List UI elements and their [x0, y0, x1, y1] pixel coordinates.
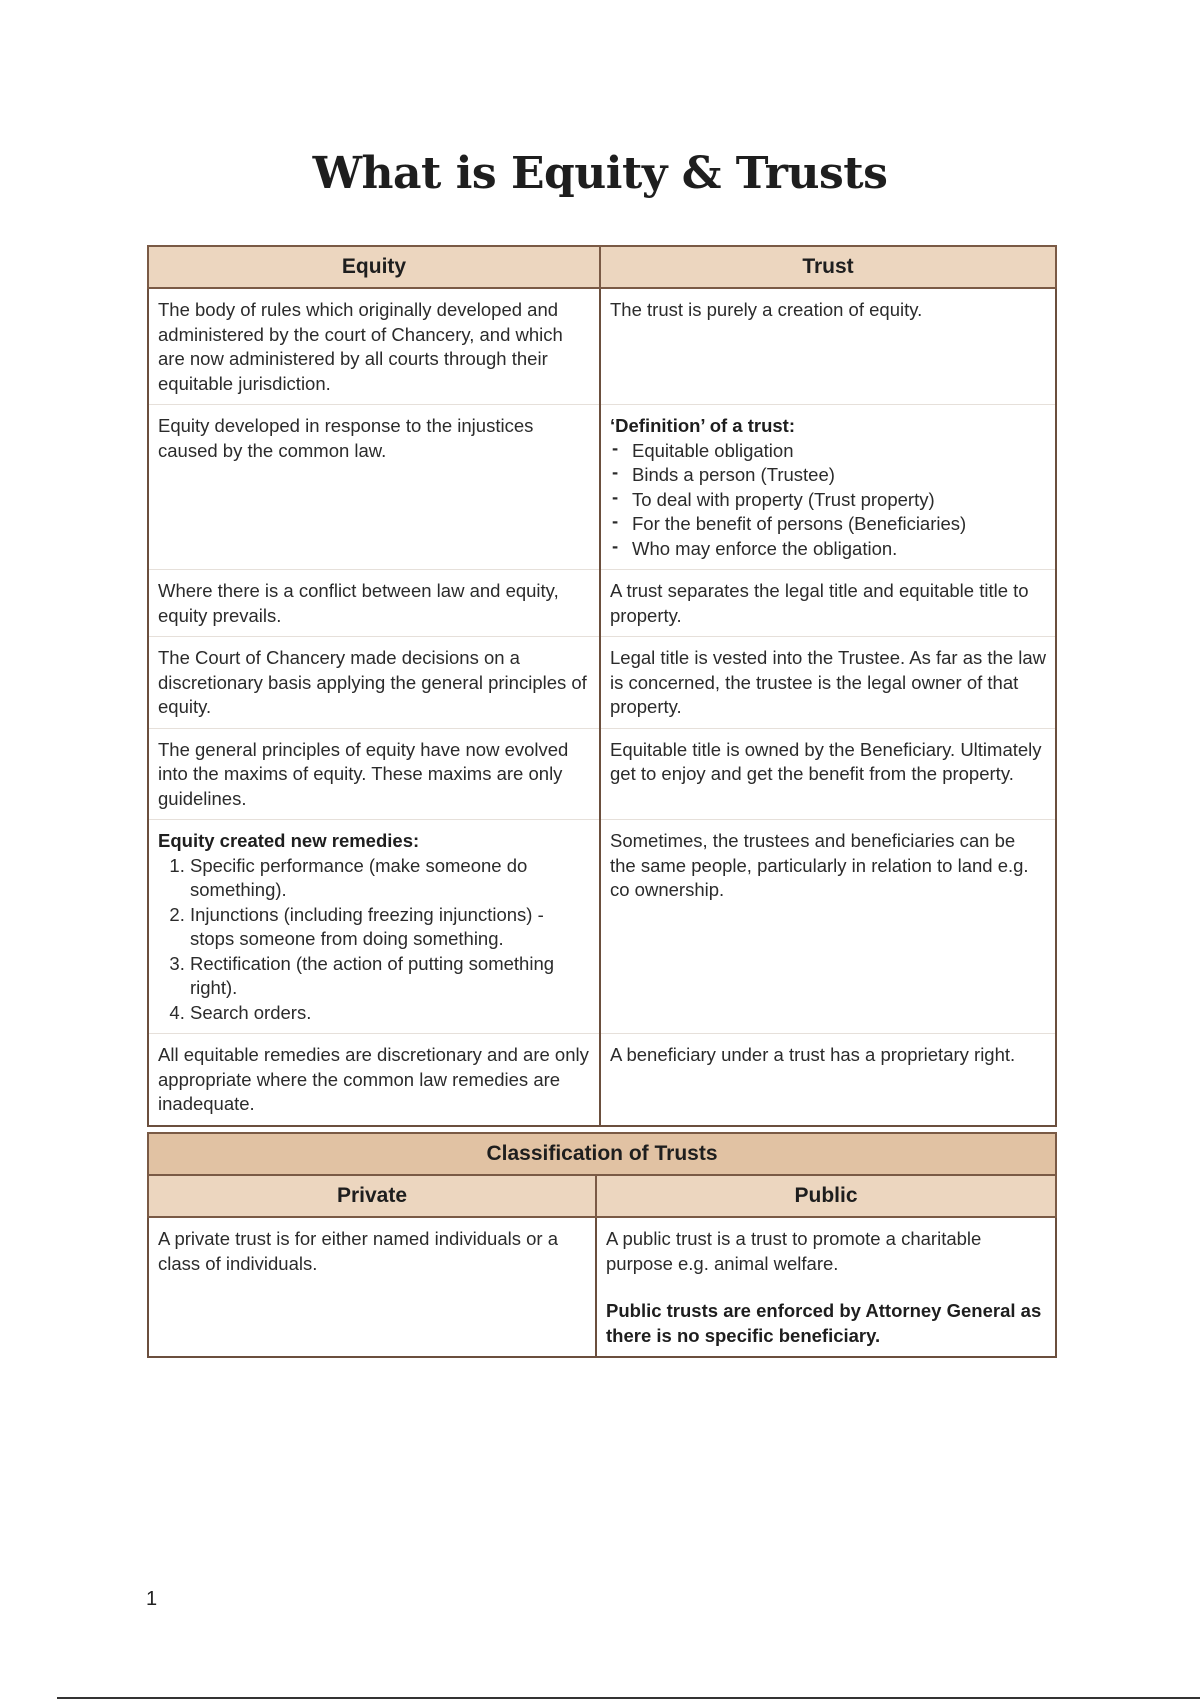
- classification-title-row: [148, 1133, 1056, 1175]
- list-item: 4. Search orders.: [190, 1001, 590, 1026]
- trust-cell: Legal title is vested into the Trustee. As far as the law is concerned, the trustee is the legal owner of that property.: [600, 637, 1056, 729]
- table-row: [148, 820, 1056, 1034]
- table-row: [148, 405, 1056, 570]
- page-title: What is Equity & Trusts: [312, 148, 888, 199]
- trust-column-header: Trust: [600, 246, 1056, 288]
- public-description: A public trust is a trust to promote a charitable purpose e.g. animal welfare.: [606, 1228, 982, 1274]
- table-row: [148, 728, 1056, 820]
- footer-divider: [57, 1697, 1200, 1699]
- list-item: 2. Injunctions (including freezing injunctions) - stops someone from doing something.: [190, 903, 590, 952]
- list-item: - Equitable obligation: [610, 439, 1046, 464]
- equity-cell: [148, 820, 600, 1034]
- page-number: 1: [146, 1588, 158, 1610]
- list-item: - Who may enforce the obligation.: [610, 537, 1046, 562]
- list-item: 3. Rectification (the action of putting something right).: [190, 952, 590, 1001]
- trust-cell: A trust separates the legal title and equitable title to property.: [600, 570, 1056, 637]
- classification-table: [147, 1132, 1057, 1358]
- classification-title: Classification of Trusts: [148, 1133, 1056, 1175]
- equity-trust-table: [147, 245, 1057, 1127]
- table-row: [148, 288, 1056, 405]
- private-cell: A private trust is for either named individuals or a class of individuals.: [148, 1217, 596, 1357]
- trust-cell: [600, 405, 1056, 570]
- trust-cell: Equitable title is owned by the Beneficiary. Ultimately get to enjoy and get the benefit from the property.: [600, 728, 1056, 820]
- trust-definition-list: [610, 439, 1046, 562]
- equity-cell: The Court of Chancery made decisions on a discretionary basis applying the general principles of equity.: [148, 637, 600, 729]
- classification-header-row: [148, 1175, 1056, 1217]
- table-row: [148, 637, 1056, 729]
- equity-cell: The general principles of equity have now evolved into the maxims of equity. These maxims are only guidelines.: [148, 728, 600, 820]
- public-column-header: Public: [596, 1175, 1056, 1217]
- equity-column-header: Equity: [148, 246, 600, 288]
- equity-cell: All equitable remedies are discretionary and are only appropriate where the common law remedies are inadequate.: [148, 1034, 600, 1126]
- trust-cell: A beneficiary under a trust has a proprietary right.: [600, 1034, 1056, 1126]
- public-note: Public trusts are enforced by Attorney General as there is no specific beneficiary.: [606, 1300, 1042, 1346]
- private-column-header: Private: [148, 1175, 596, 1217]
- equity-cell: Equity developed in response to the injustices caused by the common law.: [148, 405, 600, 570]
- trust-definition-title: ‘Definition’ of a trust:: [610, 415, 795, 436]
- table-row: [148, 570, 1056, 637]
- public-cell: [596, 1217, 1056, 1357]
- equity-cell: Where there is a conflict between law and equity, equity prevails.: [148, 570, 600, 637]
- table-row: [148, 1217, 1056, 1357]
- list-item: 1. Specific performance (make someone do something).: [190, 854, 590, 903]
- equity-cell: The body of rules which originally developed and administered by the court of Chancery, and which are now administered by all courts through their equitable jurisdiction.: [148, 288, 600, 405]
- trust-cell: Sometimes, the trustees and beneficiaries can be the same people, particularly in relation to land e.g. co ownership.: [600, 820, 1056, 1034]
- list-item: - For the benefit of persons (Beneficiaries): [610, 512, 1046, 537]
- list-item: - Binds a person (Trustee): [610, 463, 1046, 488]
- list-item: - To deal with property (Trust property): [610, 488, 1046, 513]
- remedies-title: Equity created new remedies:: [158, 830, 420, 851]
- table-row: [148, 1034, 1056, 1126]
- remedies-list: [158, 854, 590, 1026]
- trust-cell: The trust is purely a creation of equity.: [600, 288, 1056, 405]
- table-header-row: [148, 246, 1056, 288]
